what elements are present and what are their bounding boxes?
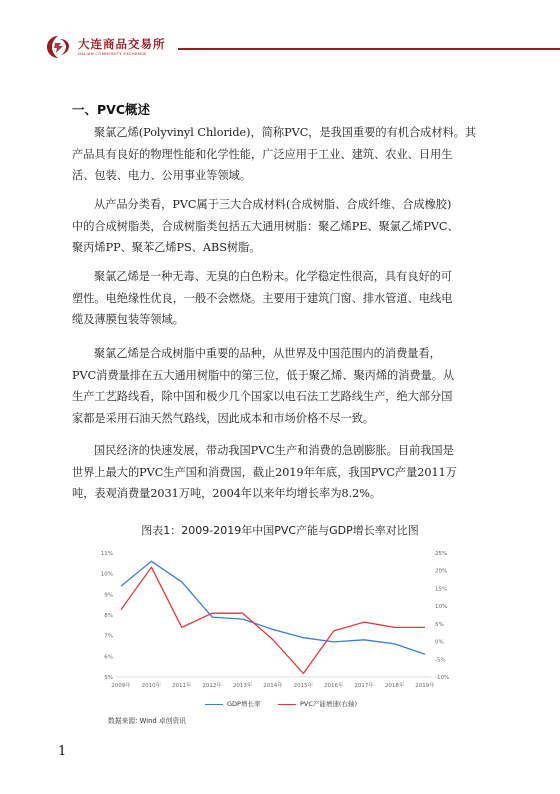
paragraph-line: 中的合成树脂类，合成树脂类包括五大通用树脂：聚乙烯PE、聚氯乙烯PVC、 [72, 219, 459, 233]
x-tick-label: 2012年 [202, 683, 222, 689]
chart-legend [0, 699, 560, 711]
x-tick-label: 2014年 [263, 683, 283, 689]
paragraph-line: 聚氯乙烯(Polyvinyl Chloride)，简称PVC，是我国重要的有机合成材料。其 [94, 126, 477, 139]
x-tick-label: 2011年 [172, 683, 192, 689]
legend-swatch-pvc [278, 704, 296, 705]
chart-title: 图表1：2009-2019年中国PVC产能与GDP增长率对比图 [141, 524, 419, 537]
y-left-tick-label: 5% [104, 675, 113, 681]
paragraph-line: 聚丙烯PP、聚苯乙烯PS、ABS树脂。 [72, 241, 261, 254]
x-tick-label: 2009年 [111, 683, 131, 689]
x-tick-label: 2018年 [384, 683, 405, 689]
x-tick-label: 2019年 [415, 683, 435, 689]
x-tick-label: 2013年 [232, 683, 253, 689]
y-right-tick-label: 10% [435, 604, 448, 611]
paragraph-line: 家都是采用石油天然气路线，因此成本和市场价格不尽一致。 [72, 411, 375, 425]
y-left-tick-label: 10% [100, 571, 113, 578]
legend-label-gdp: GDP增长率 [227, 700, 261, 708]
paragraph-line: 生产工艺路线看，除中国和极少几个国家以电石法工艺路线生产，绝大部分国 [72, 390, 453, 403]
paragraph-line: 塑性。电绝缘性优良，一般不会燃烧。主要用于建筑门窗、排水管道、电线电 [72, 291, 453, 305]
y-right-tick-label: 15% [435, 586, 448, 593]
paragraph-line: 聚氯乙烯是一种无毒、无臭的白色粉末。化学稳定性很高，具有良好的可 [94, 270, 453, 283]
legend-label-pvc: PVC产能增速(右轴) [300, 700, 357, 708]
exchange-emblem-icon [44, 34, 72, 60]
header-rule [178, 48, 560, 50]
page-header [0, 0, 560, 78]
legend-item-gdp [205, 699, 260, 708]
y-right-tick-label: 0% [435, 639, 444, 646]
legend-item-pvc [278, 699, 357, 708]
paragraph-line: PVC消费量排在五大通用树脂中的第三位，低于聚乙烯、聚丙烯的消费量。从 [72, 368, 455, 382]
paragraph-line: 国民经济的快速发展，带动我国PVC生产和消费的急剧膨胀。目前我国是 [94, 444, 454, 457]
paragraph-line: 产品具有良好的物理性能和化学性能，广泛应用于工业、建筑、农业、日用生 [72, 147, 453, 161]
paragraph-line: 缆及薄膜包装等领域。 [72, 313, 184, 326]
logo-english-name: DALIAN COMMODITY EXCHANGE [78, 51, 147, 56]
paragraph-line: 世界上最大的PVC生产国和消费国，截止2019年年底，我国PVC产量2011万 [72, 465, 457, 479]
gdp-pvc-line-chart [80, 544, 480, 724]
paragraph-3 [72, 266, 496, 331]
y-left-tick-label: 6% [104, 654, 113, 661]
y-right-tick-label: 25% [435, 551, 448, 557]
x-tick-label: 2015年 [293, 683, 314, 689]
x-tick-label: 2017年 [354, 683, 374, 689]
y-right-tick-label: -10% [435, 675, 450, 681]
paragraph-1 [72, 122, 496, 187]
paragraph-2 [72, 194, 496, 259]
y-left-tick-label: 9% [104, 592, 113, 599]
x-tick-label: 2016年 [324, 683, 344, 689]
y-right-tick-label: -5% [435, 657, 446, 664]
y-left-tick-label: 7% [104, 633, 113, 640]
x-tick-label: 2010年 [141, 683, 162, 689]
y-right-tick-label: 5% [435, 621, 444, 628]
logo-chinese-name: 大连商品交易所 [78, 37, 166, 51]
page-number: 1 [58, 744, 67, 759]
y-right-tick-label: 20% [435, 568, 448, 575]
paragraph-line: 活、包装、电力、公用事业等领域。 [72, 169, 252, 182]
exchange-logo [44, 34, 174, 62]
section-title: 一、PVC概述 [72, 102, 151, 117]
paragraph-5 [72, 440, 496, 505]
y-left-tick-label: 8% [104, 613, 113, 619]
pvc-series-line [121, 567, 425, 673]
legend-swatch-gdp [205, 704, 223, 705]
paragraph-line: 从产品分类看，PVC属于三大合成材料(合成树脂、合成纤维、合成橡胶) [94, 198, 452, 211]
paragraph-4 [72, 343, 496, 429]
paragraph-line: 聚氯乙烯是合成树脂中重要的品种，从世界及中国范围内的消费量看， [94, 347, 441, 360]
paragraph-line: 吨，表观消费量2031万吨，2004年以来年均增长率为8.2%。 [72, 487, 382, 500]
chart-source-note: 数据来源: Wind 卓创资讯 [108, 717, 187, 725]
y-left-tick-label: 11% [100, 551, 113, 557]
